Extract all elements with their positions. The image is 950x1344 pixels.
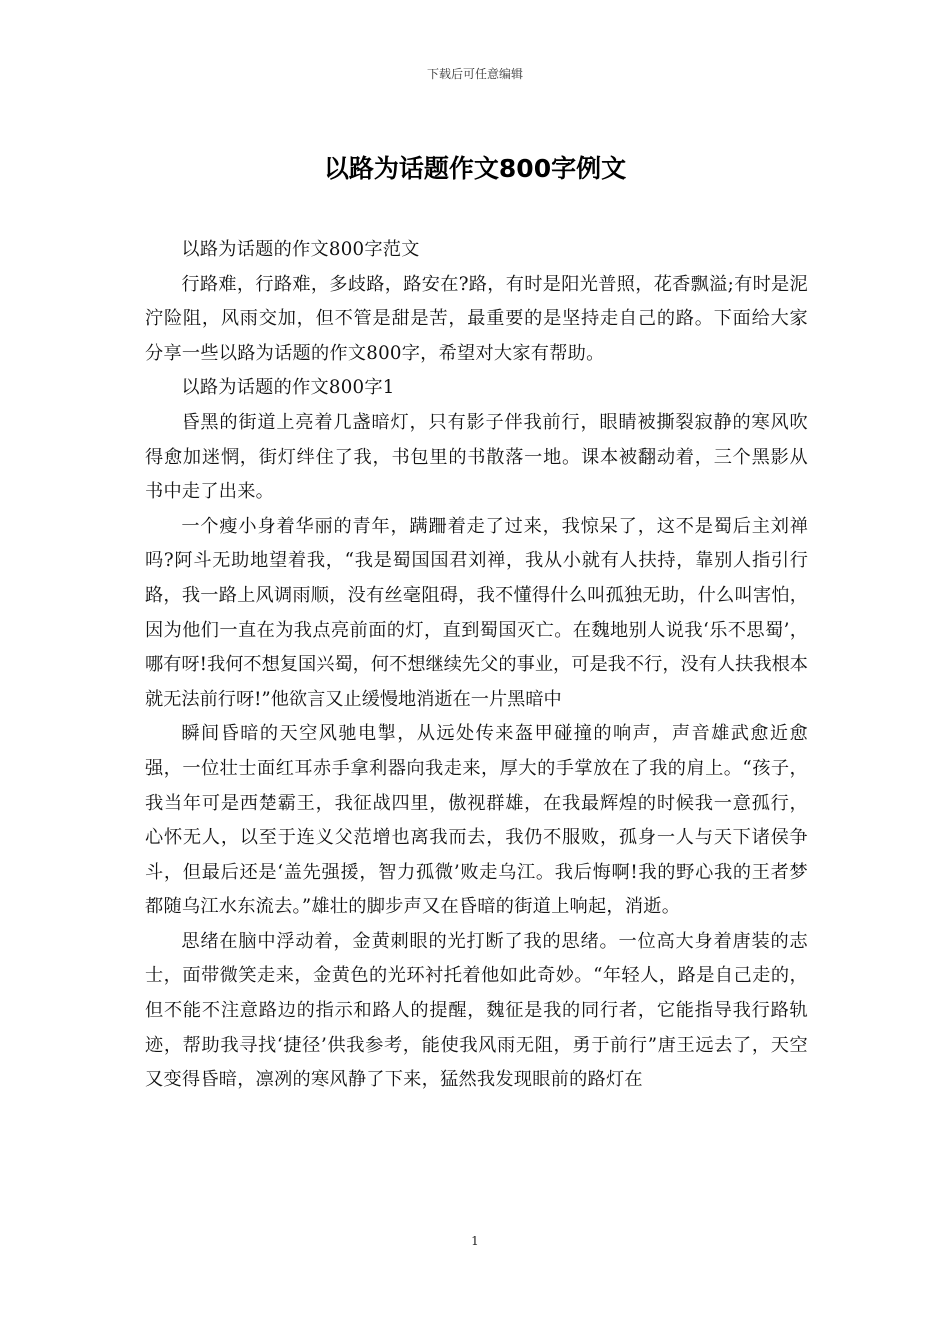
paragraph-subtitle: 以路为话题的作文800字范文 [181,239,420,260]
page-number: 1 [471,1234,479,1248]
paragraph-body: 昏黑的街道上亮着几盏暗灯，只有影子伴我前行，眼睛被撕裂寂静的寒风吹得愈加迷惘，街灯绊住了我，书包里的书散落一地。课本被翻动着，三个黑影从书中走了出来。 [145,411,808,503]
paragraph-body: 瞬间昏暗的天空风驰电掣，从远处传来盔甲碰撞的响声，声音雄武愈近愈强，一位壮士面红耳赤手拿利器向我走来，厚大的手掌放在了我的肩上。“孩子，我当年可是西楚霸王，我征战四里，傲视群雄，在我最辉煌的时候我一意孤行，心怀无人，以至于连义父范增也离我而去，我仍不服败，孤身一人与天下诸侯争斗，但最后还是‘盖先强援，智力孤微’败走乌江。我后悔啊!我的野心我的王者梦都随乌江水东流去。”雄壮的脚步声又在昏暗的街道上响起，消逝。 [145,723,808,918]
paragraph-section-heading: 以路为话题的作文800字1 [181,377,395,399]
paragraph-intro: 行路难，行路难，多歧路，路安在?路，有时是阳光普照，花香飘溢;有时是泥泞险阻，风雨交加，但不管是甜是苦，最重要的是坚持走自己的路。下面给大家分享一些以路为话题的作文800字，希望对大家有帮助。 [145,273,808,364]
paragraph-body: 思绪在脑中浮动着，金黄刺眼的光打断了我的思绪。一位高大身着唐装的志士，面带微笑走来，金黄色的光环衬托着他如此奇妙。“年轻人，路是自己走的，但不能不注意路边的指示和路人的提醒，魏征是我的同行者，它能指导我行路轨迹，帮助我寻找‘捷径’供我参考，能使我风雨无阻，勇于前行”唐王远去了，天空又变得昏暗，凛冽的寒风静了下来，猛然我发现眼前的路灯在 [145,930,808,1091]
header-note: 下载后可任意编辑 [426,67,523,81]
document-title: 以路为话题作文800字例文 [323,154,627,183]
paragraph-body: 一个瘦小身着华丽的青年，蹒跚着走了过来，我惊呆了，这不是蜀后主刘禅吗?阿斗无助地望着我，“我是蜀国国君刘禅，我从小就有人扶持，靠别人指引行路，我一路上风调雨顺，没有丝毫阻碍，我不懂得什么叫孤独无助，什么叫害怕，因为他们一直在为我点亮前面的灯，直到蜀国灭亡。在魏地别人说我‘乐不思蜀’，哪有呀!我何不想复国兴蜀，何不想继续先父的事业，可是我不行，没有人扶我根本就无法前行呀!”他欲言又止缓慢地消逝在一片黑暗中 [145,515,808,710]
document-body [145,233,808,1098]
